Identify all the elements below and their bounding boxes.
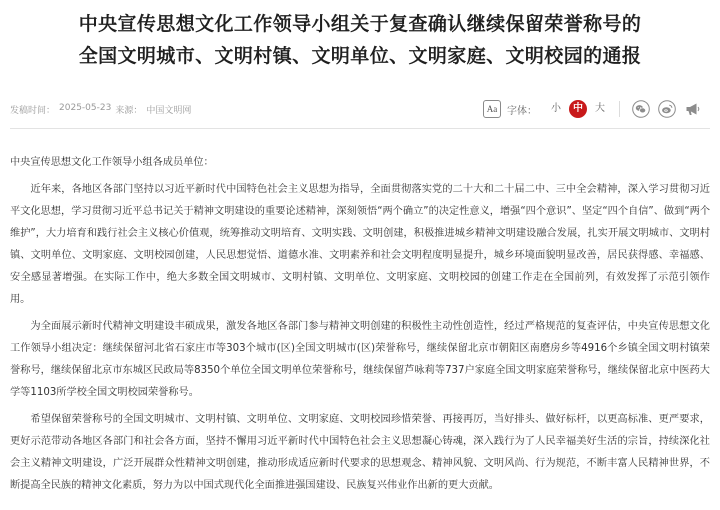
header-divider	[10, 128, 710, 129]
font-size-label: 字体：	[507, 105, 537, 117]
toolbar-divider	[619, 101, 620, 117]
wechat-icon[interactable]	[632, 100, 650, 118]
publish-date: 2025-05-23	[59, 102, 112, 113]
weibo-icon[interactable]	[658, 100, 676, 118]
font-size-large-button[interactable]: 大	[595, 103, 605, 114]
paragraph-1: 近年来，各地区各部门坚持以习近平新时代中国特色社会主义思想为指导，全面贯彻落实党的二十大和二十届二中、三中全会精神，深入学习贯彻习近平文化思想，学习贯彻习近平总书记关于精神文明建设的重要论述精神，深刻领悟“两个确立”的决定性意义，增强“四个意识”、坚定“四个自信”、做到“两个维护”，大力培育和践行社会主义核心价值观，统筹推动文明培育、文明实践、文明创建，积极推进城乡精神文明建设融合发展，扎实开展文明城市、文明村镇、文明单位、文明家庭、文明校园创建，人民思想觉悟、道德水准、文明素养和社会文明程度明显提升，城乡环境面貌明显改善，居民获得感、幸福感、安全感显著增强。在实际工作中，绝大多数全国文明城市、文明村镇、文明单位、文明家庭、文明校园的创建工作走在全国前列，有效发挥了示范引领作用。	[10, 184, 711, 305]
article-body	[10, 152, 710, 502]
meta-bar	[10, 92, 710, 126]
salutation: 中央宣传思想文化工作领导小组各成员单位：	[10, 157, 214, 168]
page-title	[0, 8, 720, 72]
title-line-2: 全国文明城市、文明村镇、文明单位、文明家庭、文明校园的通报	[78, 45, 642, 67]
megaphone-icon[interactable]	[684, 100, 702, 118]
font-size-icon: Aa	[483, 100, 501, 118]
font-size-small-button[interactable]: 小	[551, 103, 561, 114]
article-meta	[10, 103, 191, 116]
source-label: 来源：	[115, 105, 143, 116]
paragraph-2: 为全面展示新时代精神文明建设丰硕成果，激发各地区各部门参与精神文明创建的积极性主动性创造性，经过严格规范的复查评估，中央宣传思想文化工作领导小组决定：继续保留河北省石家庄市等303个城市(区)全国文明城市(区)荣誉称号，继续保留北京市朝阳区南磨房乡等4916个乡镇全国文明村镇荣誉称号，继续保留北京市东城区民政局等8350个单位全国文明单位荣誉称号，继续保留芦咏莉等737户家庭全国文明家庭荣誉称号，继续保留北京中医药大学等1103所学校全国文明校园荣誉称号。	[10, 321, 710, 398]
font-size-medium-button[interactable]: 中	[569, 100, 587, 118]
article-tools	[483, 92, 710, 126]
source-name: 中国文明网	[146, 105, 192, 116]
paragraph-3: 希望保留荣誉称号的全国文明城市、文明村镇、文明单位、文明家庭、文明校园珍惜荣誉、再接再厉，当好排头、做好标杆，以更高标准、更严要求，更好示范带动各地区各部门和社会各方面，坚持不懈用习近平新时代中国特色社会主义思想凝心铸魂，深入践行为了人民幸福美好生活的宗旨，持续深化社会主义精神文明建设，广泛开展群众性精神文明创建，推动形成适应新时代要求的思想观念、精神风貌、文明风尚、行为规范，不断丰富人民精神世界，不断提高全民族的精神文化素质，努力为以中国式现代化全面推进强国建设、民族复兴伟业作出新的更大贡献。	[10, 414, 710, 491]
title-line-1: 中央宣传思想文化工作领导小组关于复查确认继续保留荣誉称号的	[78, 13, 642, 35]
publish-label: 发稿时间：	[10, 105, 56, 116]
